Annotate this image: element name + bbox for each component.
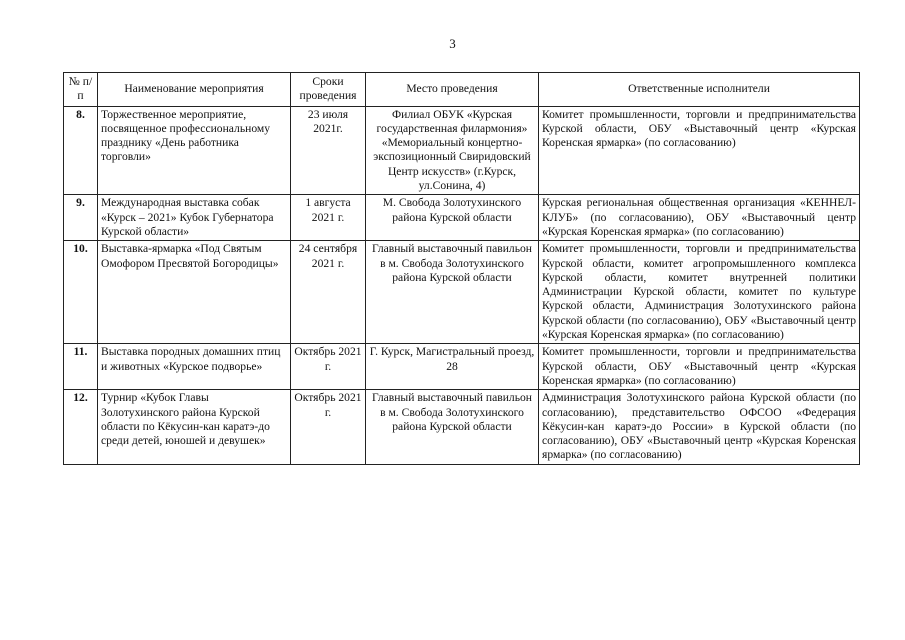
table-header-row <box>64 73 860 107</box>
row-number: 12. <box>64 390 98 464</box>
event-dates: Октябрь 2021 г. <box>291 390 366 464</box>
header-dates: Сроки проведения <box>291 73 366 107</box>
header-name: Наименование мероприятия <box>98 73 291 107</box>
event-responsible: Администрация Золотухинского района Курской области (по согласованию), представительство ОФСОО «Федерация Кёкусин-кан каратэ-до России» в Курской области (по согласованию), ОБУ «Выставочный центр «Курская Коренская ярмарка» (по согласованию) <box>539 390 860 464</box>
row-number: 8. <box>64 106 98 195</box>
event-dates: Октябрь 2021 г. <box>291 344 366 390</box>
table-row <box>64 195 860 241</box>
event-dates: 24 сентября 2021 г. <box>291 241 366 344</box>
row-number: 9. <box>64 195 98 241</box>
table-row <box>64 106 860 195</box>
event-responsible: Курская региональная общественная организация «КЕННЕЛ-КЛУБ» (по согласованию), ОБУ «Выставочный центр «Курская Коренская ярмарка» (по согласованию) <box>539 195 860 241</box>
event-place: М. Свобода Золотухинского района Курской области <box>366 195 539 241</box>
header-responsible: Ответственные исполнители <box>539 73 860 107</box>
event-name: Выставка-ярмарка «Под Святым Омофором Пресвятой Богородицы» <box>98 241 291 344</box>
event-place: Главный выставочный павильон в м. Свобода Золотухинского района Курской области <box>366 241 539 344</box>
event-responsible: Комитет промышленности, торговли и предпринимательства Курской области, ОБУ «Выставочный центр «Курская Коренская ярмарка» (по согласованию) <box>539 344 860 390</box>
header-place: Место проведения <box>366 73 539 107</box>
event-name: Выставка породных домашних птиц и животных «Курское подворье» <box>98 344 291 390</box>
table-row <box>64 241 860 344</box>
page-number: 3 <box>449 36 456 51</box>
event-responsible: Комитет промышленности, торговли и предпринимательства Курской области, ОБУ «Выставочный центр «Курская Коренская ярмарка» (по согласованию) <box>539 106 860 195</box>
header-num: № п/п <box>64 73 98 107</box>
event-dates: 23 июля 2021г. <box>291 106 366 195</box>
event-name: Торжественное мероприятие, посвященное профессиональному празднику «День работника торговли» <box>98 106 291 195</box>
row-number: 10. <box>64 241 98 344</box>
row-number: 11. <box>64 344 98 390</box>
event-place: Г. Курск, Магистральный проезд, 28 <box>366 344 539 390</box>
event-name: Международная выставка собак «Курск – 2021» Кубок Губернатора Курской области» <box>98 195 291 241</box>
table-row <box>64 344 860 390</box>
event-place: Главный выставочный павильон в м. Свобода Золотухинского района Курской области <box>366 390 539 464</box>
events-table <box>63 72 860 465</box>
event-name: Турнир «Кубок Главы Золотухинского района Курской области по Кёкусин-кан каратэ-до среди детей, юношей и девушек» <box>98 390 291 464</box>
event-responsible: Комитет промышленности, торговли и предпринимательства Курской области, комитет агропромышленного комплекса Курской области, комитет внутренней политики Администрации Курской области, комитет по культуре Курской области, Администрация Золотухинского района Курской области (по согласованию), ОБУ «Выставочный центр «Курская Коренская ярмарка» (по согласованию) <box>539 241 860 344</box>
event-place: Филиал ОБУК «Курская государственная филармония» «Мемориальный концертно-экспозиционный Свиридовский Центр искусств» (г.Курск, ул.Сонина, 4) <box>366 106 539 195</box>
table-row <box>64 390 860 464</box>
event-dates: 1 августа 2021 г. <box>291 195 366 241</box>
